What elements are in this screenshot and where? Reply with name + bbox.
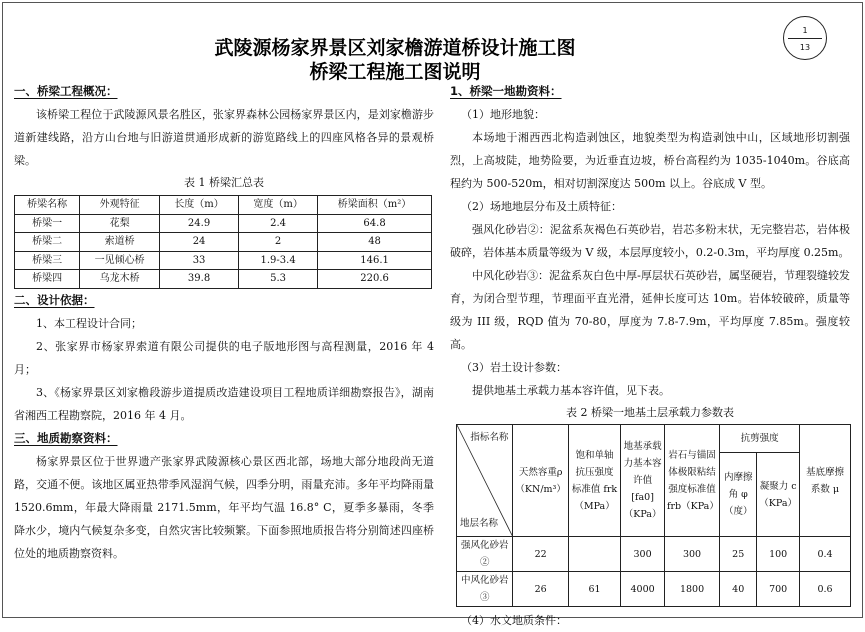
table-cell: 39.8 (160, 270, 239, 289)
table-row (457, 572, 851, 607)
bearing-capacity-table (456, 424, 851, 607)
subsection-title-terrain: （1）地形地貌： (461, 108, 545, 121)
strata-paragraph-moderate: 中风化砂岩③：泥盆系灰白色中厚-厚层状石英砂岩，属坚硬岩，节理裂缝较发育，为闭合型节理，节理面平直光滑，延伸长度可达 10m。岩体较破碎，质量等级为 III 级，RQD 值为 70-80，厚度为 7.8-7.9m，平均厚度 7.85m。强度较高。 (450, 269, 850, 351)
table-cell: 乌龙木桥 (80, 270, 160, 289)
design-basis-item: 1、本工程设计合同； (36, 316, 142, 330)
page-badge-divider (788, 38, 822, 39)
table-header-row (15, 196, 432, 215)
table-cell: 5.3 (239, 270, 318, 289)
subsection-title-params: （3）岩土设计参数： (461, 361, 567, 374)
right-column (450, 80, 850, 632)
table-cell: 2 (239, 233, 318, 252)
design-basis-item: 3、《杨家界景区刘家檐段游步道提质改造建设项目工程地质详细勘察报告》，湖南省湘西工程勘察院，2016 年 4 月。 (14, 385, 434, 422)
table-header-cell: 桥梁面积（m²） (318, 196, 432, 215)
params-paragraph: 提供地基土承载力基本容许值，见下表。 (472, 384, 670, 397)
table-cell: 61 (568, 572, 620, 607)
table-header-cell: 抗剪强度 (720, 425, 800, 453)
design-basis-item: 2、张家界市杨家界索道有限公司提供的电子版地形图与高程测量，2016 年 4 月； (14, 339, 434, 376)
table-cell: 0.6 (800, 572, 851, 607)
table-cell: 4000 (621, 572, 665, 607)
strata-paragraph-weathered: 强风化砂岩②：泥盆系灰褐色石英砂岩，岩芯多粉末状，无完整岩芯，岩体极破碎，岩体基本质量等级为 V 级，本层厚度较小，0.2-0.3m，平均厚度 0.25m。 (450, 223, 850, 259)
table-cell (568, 537, 620, 572)
table-cell: 22 (513, 537, 568, 572)
table-cell: 100 (757, 537, 800, 572)
terrain-paragraph: 本场地于湘西西北构造剥蚀区，地貌类型为构造剥蚀中山，区域地形切割强烈，上高坡陡，地势险要，为近垂直边坡，桥台高程约为 1035-1040m。谷底高程约为 500-520m，相对切割深度达 500m 以上。谷底成 V 型。 (450, 131, 850, 190)
table-row (15, 270, 432, 289)
table-header-cell: 宽度（m） (239, 196, 318, 215)
table-row (457, 537, 851, 572)
table-cell: 24 (160, 233, 239, 252)
table-corner-cell (457, 425, 513, 537)
section-heading-bridge1-survey: 1、桥梁一地勘资料： (450, 84, 562, 98)
table-header-cell: 基底摩擦系数 μ (800, 425, 851, 537)
page-number-badge (783, 16, 827, 60)
corner-label-bottom: 地层名称 (460, 518, 499, 529)
table-cell: 24.9 (160, 214, 239, 233)
page-current: 1 (802, 26, 808, 35)
section-heading-overview: 一、桥梁工程概况： (14, 84, 118, 98)
table-cell: 1800 (664, 572, 719, 607)
table-row (15, 251, 432, 270)
table-cell: 26 (513, 572, 568, 607)
table-header-cell: 岩石与锚固体极限粘结强度标准值 frb（KPa） (664, 425, 719, 537)
left-column (14, 80, 434, 565)
table-cell: 一见倾心桥 (80, 251, 160, 270)
subsection-title-hydro: （4）水文地质条件： (461, 614, 567, 627)
table-cell: 300 (621, 537, 665, 572)
table-cell: 桥梁三 (15, 251, 80, 270)
table-cell: 0.4 (800, 537, 851, 572)
table-cell: 中风化砂岩③ (457, 572, 513, 607)
document-title: 武陵源杨家界景区刘家檐游道桥设计施工图 (214, 37, 576, 59)
table-cell: 33 (160, 251, 239, 270)
table-header-row (457, 425, 851, 453)
table2-caption: 表 2 桥梁一地基土层承载力参数表 (566, 406, 734, 419)
table-header-cell: 外观特征 (80, 196, 160, 215)
table-header-cell: 地基承载力基本容许值 [fa0]（KPa） (621, 425, 665, 537)
page-total: 13 (799, 43, 811, 52)
table-cell: 强风化砂岩② (457, 537, 513, 572)
subsection-title-strata: （2）场地地层分布及土质特征： (461, 200, 622, 213)
table-cell: 花梨 (80, 214, 160, 233)
table-cell: 1.9-3.4 (239, 251, 318, 270)
table-cell: 146.1 (318, 251, 432, 270)
table-cell: 桥梁二 (15, 233, 80, 252)
table-cell: 索道桥 (80, 233, 160, 252)
section-heading-design-basis: 二、设计依据： (14, 292, 95, 307)
table1-caption: 表 1 桥梁汇总表 (184, 176, 264, 189)
table-cell: 25 (720, 537, 757, 572)
table-cell: 64.8 (318, 214, 432, 233)
table-header-cell: 桥梁名称 (15, 196, 80, 215)
bridge-summary-table (14, 195, 432, 289)
table-header-cell: 长度（m） (160, 196, 239, 215)
table-cell: 48 (318, 233, 432, 252)
table-header-cell: 饱和单轴抗压强度标准值 frk（MPa） (568, 425, 620, 537)
table-cell: 40 (720, 572, 757, 607)
geology-paragraph: 杨家界景区位于世界遗产张家界武陵源核心景区西北部，场地大部分地段尚无道路，交通不便。该地区属亚热带季风湿润气候，四季分明，雨量充沛。多年平均降雨量 1520.6mm，年最大降雨量 2171.5mm，年平均气温 16.8° C，夏季多暴雨，冬季降水少，境内气候复杂多变，自然灾害比较频繁。下面参照地质报告将分别简述四座桥位处的地质勘察资料。 (14, 454, 434, 560)
corner-label-top: 指标名称 (470, 432, 509, 443)
table-cell: 桥梁一 (15, 214, 80, 233)
table-cell: 桥梁四 (15, 270, 80, 289)
table-cell: 700 (757, 572, 800, 607)
table-cell: 300 (664, 537, 719, 572)
section-heading-geology: 三、地质勘察资料： (14, 430, 118, 445)
table-header-cell: 内摩擦角 φ（度） (720, 453, 757, 537)
table-row (15, 214, 432, 233)
table-cell: 2.4 (239, 214, 318, 233)
table-header-cell: 天然容重ρ（KN/m³） (513, 425, 568, 537)
document-subtitle: 桥梁工程施工图说明 (309, 61, 481, 83)
table-cell: 220.6 (318, 270, 432, 289)
overview-paragraph: 该桥梁工程位于武陵源风景名胜区，张家界森林公园杨家界景区内，是刘家檐游步道新建线路，沿方山台地与旧游道贯通形成新的游览路线上的四座风格各异的景观桥梁。 (14, 108, 434, 167)
table-header-cell: 凝聚力 c（KPa） (757, 453, 800, 537)
table-row (15, 233, 432, 252)
